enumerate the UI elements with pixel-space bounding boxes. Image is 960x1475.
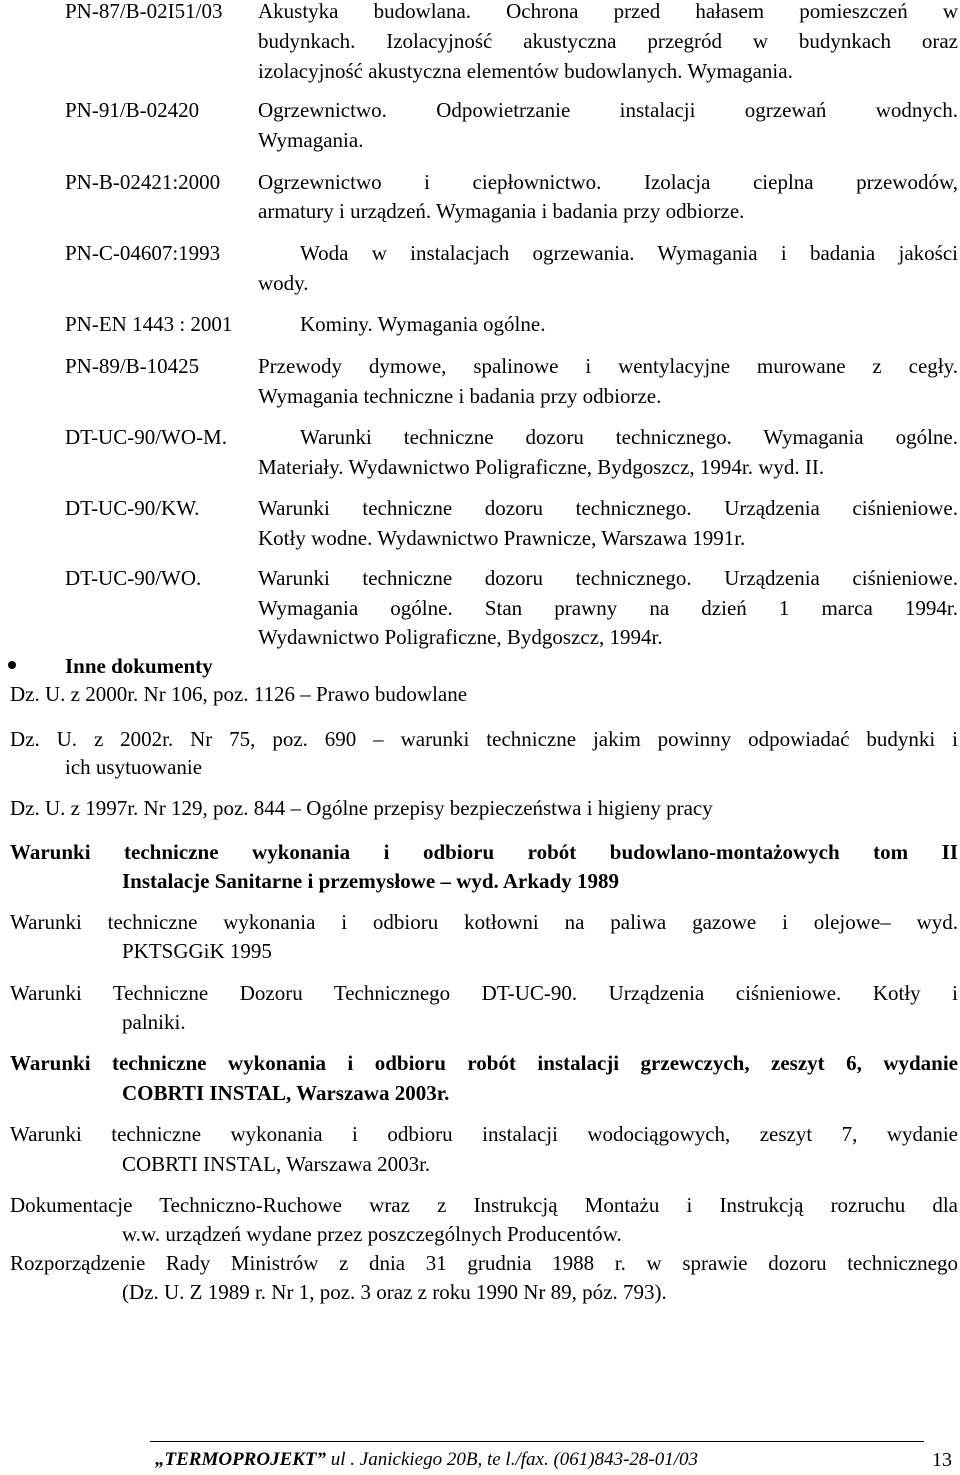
document-line: Dokumentacje Techniczno-Ruchowe wraz z Instrukcją Montażu i Instrukcją rozruchu dla [10, 1193, 958, 1217]
footer-company: „TERMOPROJEKT” [155, 1449, 327, 1470]
document-line: COBRTI INSTAL, Warszawa 2003r. [122, 1081, 450, 1105]
document-line: Rozporządzenie Rady Ministrów z dnia 31 grudnia 1988 r. w sprawie dozoru technicznego [10, 1251, 958, 1275]
document-line: Dz. U. z 1997r. Nr 129, poz. 844 – Ogólne przepisy bezpieczeństwa i higieny pracy [10, 796, 713, 820]
standard-description-line: Akustyka budowlana. Ochrona przed hałasem pomieszczeń w [258, 0, 958, 23]
standard-description-line: budynkach. Izolacyjność akustyczna przegród w budynkach oraz [258, 29, 958, 53]
standard-code: PN-EN 1443 : 2001 [65, 312, 233, 336]
document-line: (Dz. U. Z 1989 r. Nr 1, poz. 3 oraz z roku 1990 Nr 89, póz. 793). [122, 1280, 667, 1304]
standard-description-line: Woda w instalacjach ogrzewania. Wymagania i badania jakości [300, 241, 958, 265]
document-line: Warunki techniczne wykonania i odbioru robót budowlano-montażowych tom II [10, 840, 958, 864]
standard-code: DT-UC-90/WO. [65, 566, 202, 590]
standard-code: DT-UC-90/WO-M. [65, 425, 227, 449]
standard-code: PN-B-02421:2000 [65, 170, 221, 194]
bullet-icon [8, 661, 16, 669]
standard-description-line: Warunki techniczne dozoru technicznego. Urządzenia ciśnieniowe. [258, 496, 958, 520]
document-line: Instalacje Sanitarne i przemysłowe – wyd. Arkady 1989 [122, 869, 619, 893]
page-number: 13 [932, 1449, 952, 1471]
standard-description-line: Warunki techniczne dozoru technicznego. Wymagania ogólne. [300, 425, 958, 449]
standard-code: PN-C-04607:1993 [65, 241, 221, 265]
standard-description-line: Wymagania ogólne. Stan prawny na dzień 1 marca 1994r. [258, 596, 958, 620]
footer [155, 1445, 698, 1475]
standard-description-line: Przewody dymowe, spalinowe i wentylacyjne murowane z cegły. [258, 354, 958, 378]
document-line: palniki. [122, 1010, 186, 1034]
standard-description-line: Wymagania. [258, 128, 364, 152]
footer-address: ul . Janickiego 20B, te l./fax. (061)843-28-01/03 [326, 1449, 699, 1470]
standard-code: PN-89/B-10425 [65, 354, 200, 378]
standard-code: PN-87/B-02I51/03 [65, 0, 223, 23]
section-heading: Inne dokumenty [65, 654, 213, 678]
document-line: Dz. U. z 2000r. Nr 106, poz. 1126 – Prawo budowlane [10, 682, 468, 706]
standard-description-line: Ogrzewnictwo. Odpowietrzanie instalacji ogrzewań wodnych. [258, 98, 958, 122]
document-line: COBRTI INSTAL, Warszawa 2003r. [122, 1152, 431, 1176]
footer-rule [150, 1441, 924, 1442]
standard-description-line: Materiały. Wydawnictwo Poligraficzne, Bydgoszcz, 1994r. wyd. II. [258, 455, 825, 479]
document-line: Dz. U. z 2002r. Nr 75, poz. 690 – warunki techniczne jakim powinny odpowiadać budynki i [10, 727, 958, 751]
document-line: w.w. urządzeń wydane przez poszczególnych Producentów. [122, 1222, 622, 1246]
document-line: Warunki techniczne wykonania i odbioru robót instalacji grzewczych, zeszyt 6, wydanie [10, 1051, 958, 1075]
document-line: ich usytuowanie [65, 755, 203, 779]
document-line: Warunki techniczne wykonania i odbioru kotłowni na paliwa gazowe i olejowe– wyd. [10, 910, 958, 934]
standard-description-line: Wymagania techniczne i badania przy odbiorze. [258, 384, 662, 408]
document-line: PKTSGGiK 1995 [122, 939, 272, 963]
standard-description-line: armatury i urządzeń. Wymagania i badania przy odbiorze. [258, 199, 745, 223]
document-line: Warunki Techniczne Dozoru Technicznego DT-UC-90. Urządzenia ciśnieniowe. Kotły i [10, 981, 958, 1005]
standard-description-line: izolacyjność akustyczna elementów budowlanych. Wymagania. [258, 59, 793, 83]
standard-description-line: Warunki techniczne dozoru technicznego. Urządzenia ciśnieniowe. [258, 566, 958, 590]
document-line: Warunki techniczne wykonania i odbioru instalacji wodociągowych, zeszyt 7, wydanie [10, 1122, 958, 1146]
standard-description-line: Kotły wodne. Wydawnictwo Prawnicze, Warszawa 1991r. [258, 526, 746, 550]
standard-description-line: Wydawnictwo Poligraficzne, Bydgoszcz, 1994r. [258, 625, 663, 649]
standard-description-line: Ogrzewnictwo i ciepłownictwo. Izolacja cieplna przewodów, [258, 170, 958, 194]
standard-code: PN-91/B-02420 [65, 98, 200, 122]
standard-code: DT-UC-90/KW. [65, 496, 200, 520]
standard-description-line: Kominy. Wymagania ogólne. [300, 312, 546, 336]
standard-description-line: wody. [258, 271, 309, 295]
